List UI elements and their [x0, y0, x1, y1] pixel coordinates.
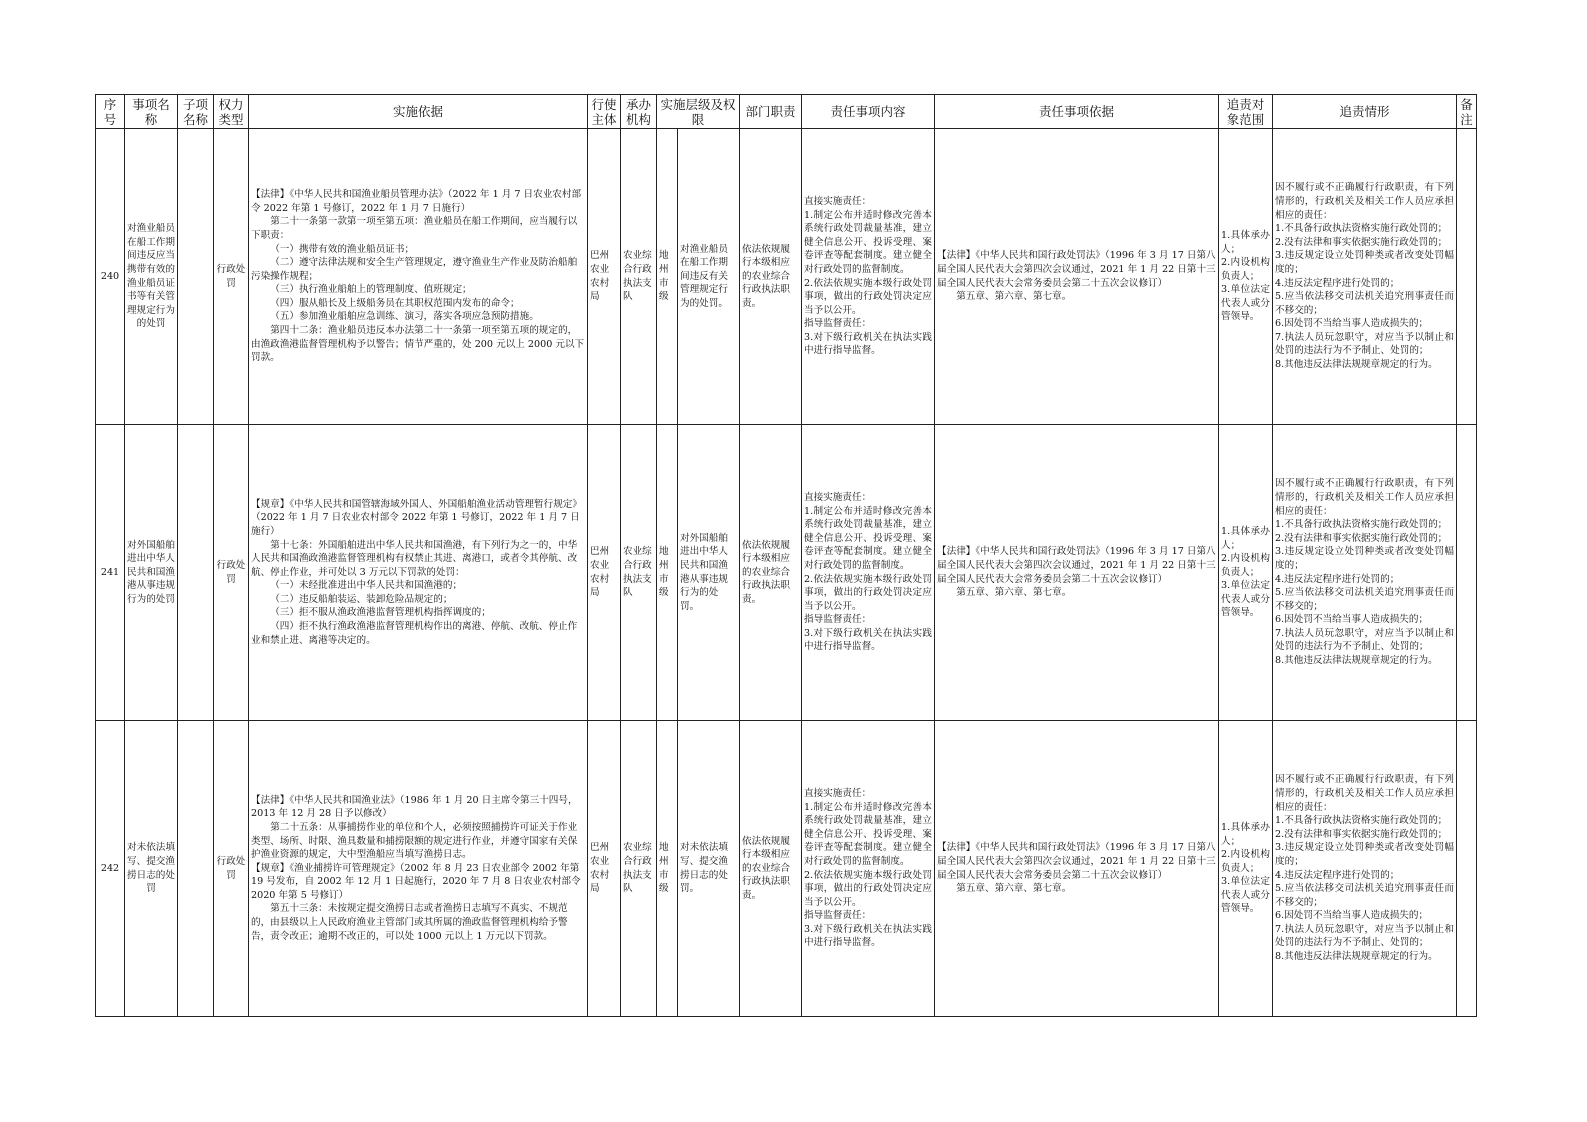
cell-name: 对外国船舶进出中华人民共和国渔港从事违规行为的处罚	[125, 425, 178, 721]
header-seq: 序号	[96, 95, 125, 129]
basis2-chapters: 第五章、第六章、第七章。	[956, 883, 1072, 895]
cell-note	[1457, 425, 1477, 721]
basis-para: （四）服从船长及上级船务员在其职权范围内发布的命令；	[270, 297, 520, 309]
header-row	[96, 95, 1477, 129]
cell-type: 行政处罚	[214, 425, 249, 721]
header-org: 承办机构	[621, 95, 657, 129]
header-content: 责任事项内容	[802, 95, 935, 129]
cell-duty: 依法依规履行本级相应的农业综合行政执法职责。	[740, 721, 802, 1017]
cell-subject: 巴州农业农村局	[588, 129, 621, 425]
basis-para: 第十七条：外国船舶进出中华人民共和国渔港，有下列行为之一的，中华人民共和国渔政渔港监督管理机构有权禁止其进、离港口，或者令其停航、改航、停止作业，并可处以 3 万元以下罚款的处罚：	[251, 539, 578, 578]
basis-para: 第四十二条：渔业船员违反本办法第二十一条第一项至第五项的规定的，由渔政渔港监督管理机构予以警告；情节严重的，处 200 元以上 2000 元以下罚款。	[251, 325, 585, 364]
cell-duty: 依法依规履行本级相应的农业综合行政执法职责。	[740, 425, 802, 721]
basis-para: （一）未经批准进出中华人民共和国渔港的；	[270, 580, 463, 592]
cell-basis	[249, 425, 588, 721]
header-basis2: 责任事项依据	[935, 95, 1219, 129]
header-sub: 子项名称	[178, 95, 214, 129]
basis-para: 第二十一条第一款第一项至第五项：渔业船员在船工作期间，应当履行以下职责：	[251, 216, 578, 241]
basis-para: 【规章】《渔业捕捞许可管理规定》（2002 年 8 月 23 日农业部令 2002 年第 19 号发布，自 2002 年 12 月 1 日起施行，2020 年 7 月 8 日农业农村部令 2020 年第 5 号修订）	[251, 862, 581, 901]
cell-basis2	[935, 129, 1219, 425]
basis-para: （二）违反船舶装运、装卸危险品规定的；	[270, 593, 453, 605]
cell-content: 直接实施责任： 1.制定公布并适时修改完善本系统行政处罚裁量基准，建立健全信息公开、投诉受理、案卷评查等配套制度。建立健全对行政处罚的监督制度。 2.依法依规实施本级行政处罚事项，做出的行政处罚决定应当予以公开。 指导监督责任： 3.对下级行政机关在执法实践中进行指导监督。	[802, 129, 935, 425]
table-row	[96, 721, 1477, 1017]
cell-scope: 对外国船舶进出中华人民共和国渔港从事违规行为的处罚。	[678, 425, 740, 721]
cell-subject: 巴州农业农村局	[588, 721, 621, 1017]
cell-basis2	[935, 425, 1219, 721]
cell-seq: 241	[96, 425, 125, 721]
header-situation: 追责情形	[1273, 95, 1457, 129]
cell-level: 地州市级	[657, 721, 678, 1017]
table-row	[96, 129, 1477, 425]
cell-target: 1.具体承办人； 2.内设机构负责人； 3.单位法定代表人或分管领导。	[1219, 129, 1273, 425]
cell-type: 行政处罚	[214, 721, 249, 1017]
cell-situation: 因不履行或不正确履行行政职责，有下列情形的，行政机关及相关工作人员应承担相应的责任： 1.不具备行政执法资格实施行政处罚的； 2.没有法律和事实依据实施行政处罚的； 3.违反规定设立处罚种类或者改变处罚幅度的； 4.违反法定程序进行处罚的； 5.应当依法移交司法机关追究刑事责任而不移交的； 6.因处罚不当给当事人造成损失的； 7.执法人员玩忽职守，对应当予以制止和处罚的违法行为不予制止、处罚的； 8.其他违反法律法规规章规定的行为。	[1273, 129, 1457, 425]
cell-basis2	[935, 721, 1219, 1017]
basis-para: 第五十三条：未按规定提交渔捞日志或者渔捞日志填写不真实、不规范的，由县级以上人民政府渔业主管部门或其所属的渔政监督管理机构给予警告，责令改正；逾期不改正的，可以处 1000 元以上 1 万元以下罚款。	[251, 903, 568, 942]
cell-org: 农业综合行政执法支队	[621, 425, 657, 721]
cell-scope: 对渔业船员在船工作期间违反有关管理规定行为的处罚。	[678, 129, 740, 425]
basis-para: （五）参加渔业船舶应急训练、演习，落实各项应急预防措施。	[270, 311, 539, 323]
basis2-para: 【法律】《中华人民共和国行政处罚法》（1996 年 3 月 17 日第八届全国人民代表大会第四次会议通过，2021 年 1 月 22 日第十三届全国人民代表大会常务委员会第二十五次会议修订）	[937, 842, 1216, 881]
header-subject: 行使主体	[588, 95, 621, 129]
cell-basis	[249, 721, 588, 1017]
header-target: 追责对象范围	[1219, 95, 1273, 129]
table-row	[96, 425, 1477, 721]
basis-para: （一）携带有效的渔业船员证书；	[270, 243, 415, 255]
cell-org: 农业综合行政执法支队	[621, 721, 657, 1017]
basis2-para: 【法律】《中华人民共和国行政处罚法》（1996 年 3 月 17 日第八届全国人民代表大会第四次会议通过，2021 年 1 月 22 日第十三届全国人民代表大会常务委员会第二十五次会议修订）	[937, 546, 1216, 585]
cell-sub	[178, 721, 214, 1017]
cell-type: 行政处罚	[214, 129, 249, 425]
cell-level: 地州市级	[657, 129, 678, 425]
cell-sub	[178, 425, 214, 721]
cell-sub	[178, 129, 214, 425]
cell-content: 直接实施责任： 1.制定公布并适时修改完善本系统行政处罚裁量基准，建立健全信息公开、投诉受理、案卷评查等配套制度。建立健全对行政处罚的监督制度。 2.依法依规实施本级行政处罚事项，做出的行政处罚决定应当予以公开。 指导监督责任： 3.对下级行政机关在执法实践中进行指导监督。	[802, 721, 935, 1017]
basis2-chapters: 第五章、第六章、第七章。	[956, 587, 1072, 599]
basis-para: （三）执行渔业船舶上的管理制度、值班规定；	[270, 284, 472, 296]
header-name: 事项名称	[125, 95, 178, 129]
cell-duty: 依法依规履行本级相应的农业综合行政执法职责。	[740, 129, 802, 425]
cell-situation: 因不履行或不正确履行行政职责，有下列情形的，行政机关及相关工作人员应承担相应的责任： 1.不具备行政执法资格实施行政处罚的； 2.没有法律和事实依据实施行政处罚的； 3.违反规定设立处罚种类或者改变处罚幅度的； 4.违反法定程序进行处罚的； 5.应当依法移交司法机关追究刑事责任而不移交的； 6.因处罚不当给当事人造成损失的； 7.执法人员玩忽职守，对应当予以制止和处罚的违法行为不予制止、处罚的； 8.其他违反法律法规规章规定的行为。	[1273, 425, 1457, 721]
cell-seq: 240	[96, 129, 125, 425]
cell-content: 直接实施责任： 1.制定公布并适时修改完善本系统行政处罚裁量基准，建立健全信息公开、投诉受理、案卷评查等配套制度。建立健全对行政处罚的监督制度。 2.依法依规实施本级行政处罚事项，做出的行政处罚决定应当予以公开。 指导监督责任： 3.对下级行政机关在执法实践中进行指导监督。	[802, 425, 935, 721]
basis-para: 【规章】《中华人民共和国管辖海域外国人、外国船舶渔业活动管理暂行规定》（2022 年 1 月 7 日农业农村部令 2022 年第 1 号修订，2022 年 1 月 7 日施行）	[251, 498, 582, 537]
cell-name: 对未依法填写、提交渔捞日志的处罚	[125, 721, 178, 1017]
cell-target: 1.具体承办人； 2.内设机构负责人； 3.单位法定代表人或分管领导。	[1219, 425, 1273, 721]
basis-para: （三）拒不服从渔政渔港监督管理机构指挥调度的；	[270, 607, 491, 619]
basis-para: 第二十五条：从事捕捞作业的单位和个人，必须按照捕捞许可证关于作业类型、场所、时限、渔具数量和捕捞限额的规定进行作业，并遵守国家有关保护渔业资源的规定，大中型渔船应当填写渔捞日志。	[251, 821, 578, 861]
responsibility-table	[95, 94, 1477, 1017]
cell-situation: 因不履行或不正确履行行政职责，有下列情形的，行政机关及相关工作人员应承担相应的责任： 1.不具备行政执法资格实施行政处罚的； 2.没有法律和事实依据实施行政处罚的； 3.违反规定设立处罚种类或者改变处罚幅度的； 4.违反法定程序进行处罚的； 5.应当依法移交司法机关追究刑事责任而不移交的； 6.因处罚不当给当事人造成损失的； 7.执法人员玩忽职守，对应当予以制止和处罚的违法行为不予制止、处罚的； 8.其他违反法律法规规章规定的行为。	[1273, 721, 1457, 1017]
cell-name: 对渔业船员在船工作期间违反应当携带有效的渔业船员证书等有关管理规定行为的处罚	[125, 129, 178, 425]
header-type: 权力类型	[214, 95, 249, 129]
header-note: 备注	[1457, 95, 1477, 129]
cell-scope: 对未依法填写、提交渔捞日志的处罚。	[678, 721, 740, 1017]
cell-subject: 巴州农业农村局	[588, 425, 621, 721]
header-level: 实施层级及权限	[657, 95, 740, 129]
header-basis: 实施依据	[249, 95, 588, 129]
basis2-para: 【法律】《中华人民共和国行政处罚法》（1996 年 3 月 17 日第八届全国人民代表大会第四次会议通过，2021 年 1 月 22 日第十三届全国人民代表大会常务委员会第二十五次会议修订）	[937, 250, 1216, 289]
basis-para: （四）拒不执行渔政渔港监督管理机构作出的离港、停航、改航、停止作业和禁止进、离港等决定的。	[251, 621, 578, 646]
basis-para: （二）遵守法律法规和安全生产管理规定，遵守渔业生产作业及防治船舶污染操作规程；	[251, 257, 578, 282]
cell-basis	[249, 129, 588, 425]
cell-seq: 242	[96, 721, 125, 1017]
basis-para: 【法律】《中华人民共和国渔业船员管理办法》（2022 年 1 月 7 日农业农村部令 2022 年第 1 号修订，2022 年 1 月 7 日施行）	[251, 189, 582, 214]
document-page	[95, 94, 1476, 1017]
cell-note	[1457, 721, 1477, 1017]
header-duty: 部门职责	[740, 95, 802, 129]
cell-level: 地州市级	[657, 425, 678, 721]
cell-target: 1.具体承办人； 2.内设机构负责人； 3.单位法定代表人或分管领导。	[1219, 721, 1273, 1017]
basis-para: 【法律】《中华人民共和国渔业法》（1986 年 1 月 20 日主席令第三十四号，2013 年 12 月 28 日予以修改）	[251, 794, 578, 820]
basis2-chapters: 第五章、第六章、第七章。	[956, 291, 1072, 303]
cell-note	[1457, 129, 1477, 425]
cell-org: 农业综合行政执法支队	[621, 129, 657, 425]
